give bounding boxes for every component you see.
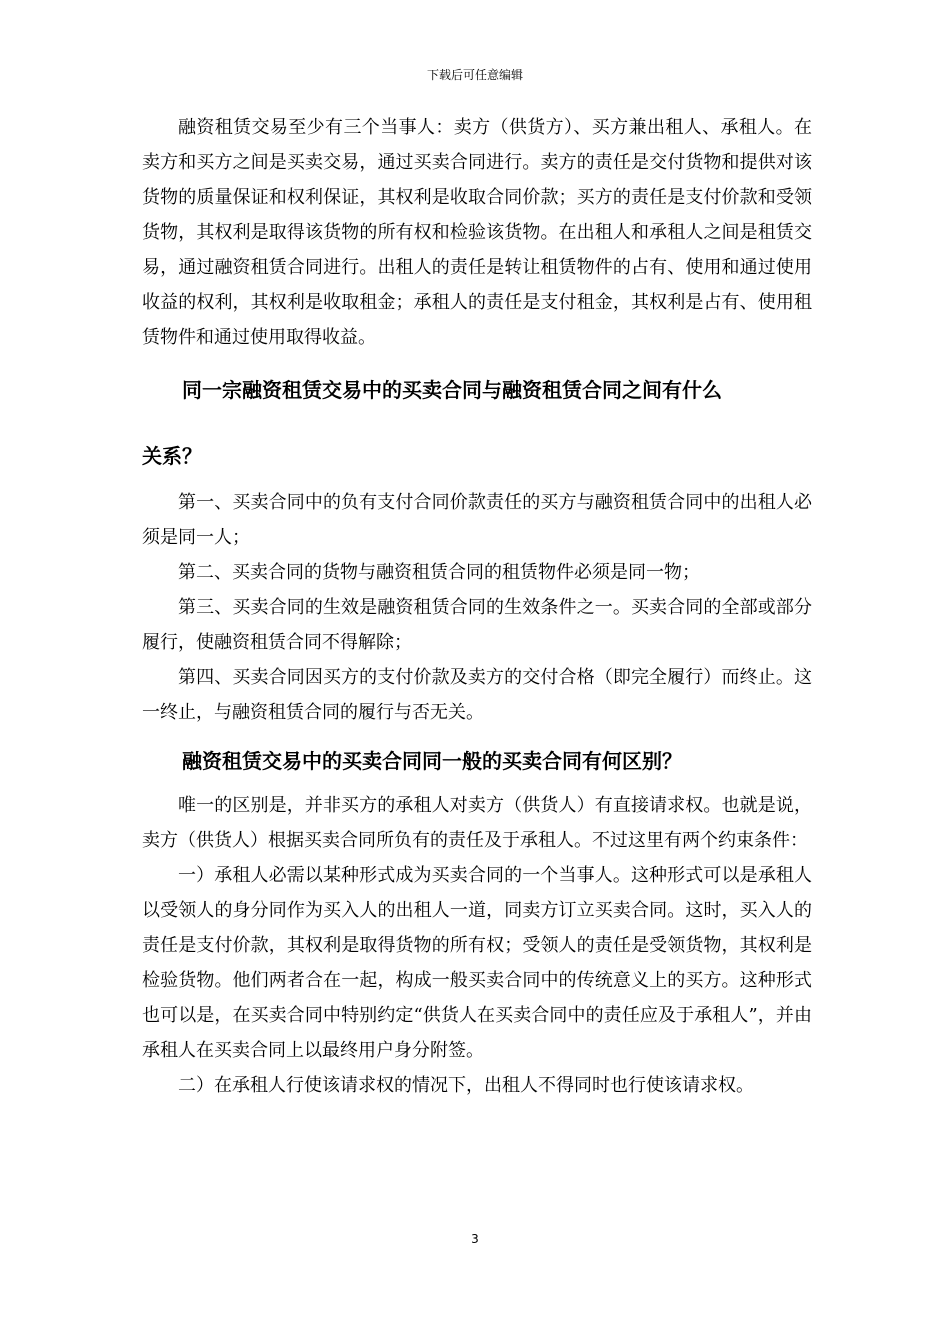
page-number: 3 <box>471 1232 479 1246</box>
relationship-item-4: 第四、买卖合同因买方的支付价款及卖方的交付合格（即完全履行）而终止。这一终止，与融资租赁合同的履行与否无关。 <box>142 667 812 723</box>
section-heading-difference: 融资租赁交易中的买卖合同同一般的买卖合同有何区别？ <box>182 749 682 773</box>
relationship-item-3: 第三、买卖合同的生效是融资租赁合同的生效条件之一。买卖合同的全部或部分履行，使融资租赁合同不得解除； <box>142 597 812 653</box>
section-heading-relationship-continued: 关系？ <box>142 444 202 468</box>
relationship-item-2: 第二、买卖合同的货物与融资租赁合同的租赁物件必须是同一物； <box>178 562 700 583</box>
relationship-item-1: 第一、买卖合同中的负有支付合同价款责任的买方与融资租赁合同中的出租人必须是同一人； <box>142 492 812 548</box>
difference-paragraph-2: 一）承租人必需以某种形式成为买卖合同的一个当事人。这种形式可以是承租人以受领人的身分同作为买入人的出租人一道，同卖方订立买卖合同。这时，买入人的责任是支付价款，其权利是取得货物的所有权；受领人的责任是受领货物，其权利是检验货物。他们两者合在一起，构成一般买卖合同中的传统意义上的买方。这种形式也可以是，在买卖合同中特别约定“供货人在买卖合同中的责任应及于承租人”，并由承租人在买卖合同上以最终用户身分附签。 <box>142 865 812 1061</box>
document-body <box>142 110 812 1103</box>
page-header: 下载后可任意编辑 <box>426 68 523 82</box>
difference-paragraph-1: 唯一的区别是，并非买方的承租人对卖方（供货人）有直接请求权。也就是说，卖方（供货人）根据买卖合同所负有的责任及于承租人。不过这里有两个约束条件： <box>142 795 812 851</box>
section-heading-relationship: 同一宗融资租赁交易中的买卖合同与融资租赁合同之间有什么 <box>182 378 722 402</box>
intro-paragraph: 融资租赁交易至少有三个当事人：卖方（供货方）、买方兼出租人、承租人。在卖方和买方之间是买卖交易，通过买卖合同进行。卖方的责任是交付货物和提供对该货物的质量保证和权利保证，其权利是收取合同价款；买方的责任是支付价款和受领货物，其权利是取得该货物的所有权和检验该货物。在出租人和承租人之间是租赁交易，通过融资租赁合同进行。出租人的责任是转让租赁物件的占有、使用和通过使用收益的权利，其权利是收取租金；承租人的责任是支付租金，其权利是占有、使用租赁物件和通过使用取得收益。 <box>142 117 812 348</box>
difference-paragraph-3: 二）在承租人行使该请求权的情况下，出租人不得同时也行使该请求权。 <box>178 1075 754 1096</box>
